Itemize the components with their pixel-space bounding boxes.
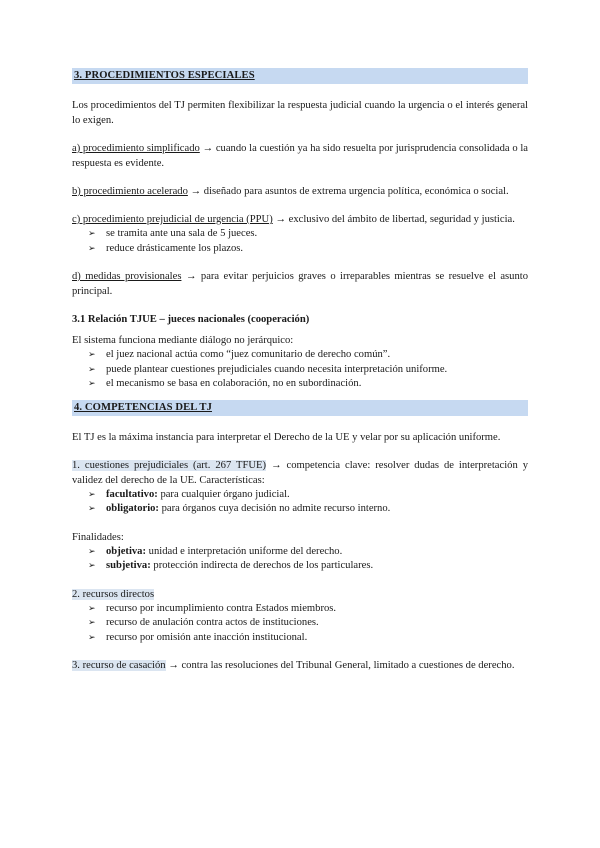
list-item: ➢ el mecanismo se basa en colaboración, no en subordinación. (88, 377, 528, 392)
finalidades-bullet-list (72, 545, 528, 574)
bullet-arrow-icon: ➢ (88, 603, 96, 614)
arrow-icon: → (185, 271, 197, 282)
bullet-arrow-icon: ➢ (88, 364, 96, 375)
document-page (72, 68, 528, 673)
competence-1-bullet-list (72, 488, 528, 517)
bullet-arrow-icon: ➢ (88, 229, 96, 239)
bullet-arrow-icon: ➢ (88, 489, 96, 500)
section-4-intro: El TJ es la máxima instancia para interpretar el Derecho de la UE y velar por su aplicación uniforme. (72, 431, 501, 443)
arrow-icon: → (275, 214, 286, 225)
bullet-arrow-icon: ➢ (88, 632, 96, 643)
section-3-intro: Los procedimientos del TJ permiten flexibilizar la respuesta judicial cuando la urgencia o el interés general lo exigen. (72, 100, 528, 126)
competence-3-text: contra las resoluciones del Tribunal General, limitado a cuestiones de derecho. (181, 660, 515, 671)
bullet-arrow-icon: ➢ (88, 243, 96, 254)
list-item: ➢ subjetiva: protección indirecta de derechos de los particulares. (88, 559, 528, 574)
competence-3 (72, 658, 528, 673)
procedure-a-text: cuando la cuestión ya ha sido resuelta por jurisprudencia consolidada o la respuesta es evidente. (72, 143, 528, 169)
procedure-d (72, 269, 528, 299)
list-item: ➢ recurso por incumplimiento contra Estados miembros. (88, 602, 528, 617)
bullet-arrow-icon: ➢ (88, 379, 96, 389)
competence-2 (72, 587, 528, 602)
arrow-icon: → (168, 660, 179, 671)
competence-1-label: 1. cuestiones prejudiciales (art. 267 TFUE) (72, 459, 267, 471)
bullet-arrow-icon: ➢ (88, 504, 96, 514)
procedure-a-label: a) procedimiento simplificado (72, 143, 200, 154)
finalidades-label: Finalidades: (72, 531, 124, 543)
list-item: ➢ objetiva: unidad e interpretación uniforme del derecho. (88, 545, 528, 560)
section-heading-3: 3. PROCEDIMIENTOS ESPECIALES (72, 68, 528, 84)
competence-3-label: 3. recurso de casación (72, 660, 166, 671)
bullet-arrow-icon: ➢ (88, 561, 96, 571)
list-item: ➢ obligatorio: para órganos cuya decisión no admite recurso interno. (88, 502, 528, 517)
bullet-arrow-icon: ➢ (88, 618, 96, 628)
bullet-arrow-icon: ➢ (88, 350, 96, 360)
competence-1 (72, 458, 528, 488)
subsection-heading-3-1: 3.1 Relación TJUE – jueces nacionales (cooperación) (72, 314, 310, 325)
list-item: ➢ se tramita ante una sala de 5 jueces. (88, 227, 528, 242)
arrow-icon: → (202, 143, 214, 154)
procedure-c-label: c) procedimiento prejudicial de urgencia (PPU) (72, 214, 273, 225)
procedure-b-text: diseñado para asuntos de extrema urgencia política, económica o social. (203, 186, 509, 197)
procedure-a (72, 141, 528, 171)
ppu-bullet-list (72, 227, 528, 256)
list-item: ➢ recurso de anulación contra actos de instituciones. (88, 616, 528, 631)
list-item: ➢ facultativo: para cualquier órgano judicial. (88, 488, 528, 503)
cooperation-bullet-list (72, 348, 528, 392)
competence-2-label: 2. recursos directos (72, 588, 155, 600)
arrow-icon: → (190, 186, 202, 197)
bullet-arrow-icon: ➢ (88, 546, 96, 557)
procedure-d-text: para evitar perjuicios graves o irreparables mientras se resuelve el asunto principal. (72, 271, 528, 297)
list-item: ➢ reduce drásticamente los plazos. (88, 242, 528, 257)
list-item: ➢ el juez nacional actúa como “juez comunitario de derecho común”. (88, 348, 528, 363)
procedure-c (72, 212, 528, 227)
section-heading-4: 4. COMPETENCIAS DEL TJ (72, 400, 528, 416)
competence-2-bullet-list (72, 602, 528, 646)
competence-1-text: competencia clave: resolver dudas de interpretación y validez del derecho de la UE. Características: (72, 459, 528, 486)
procedure-d-label: d) medidas provisionales (72, 271, 182, 282)
procedure-b-label: b) procedimiento acelerado (72, 186, 188, 197)
arrow-icon: → (270, 459, 282, 471)
subsection-intro: El sistema funciona mediante diálogo no jerárquico: (72, 335, 294, 346)
list-item: ➢ puede plantear cuestiones prejudiciales cuando necesita interpretación uniforme. (88, 363, 528, 378)
list-item: ➢ recurso por omisión ante inacción institucional. (88, 631, 528, 646)
procedure-b (72, 184, 528, 199)
procedure-c-text: exclusivo del ámbito de libertad, seguridad y justicia. (288, 214, 515, 225)
